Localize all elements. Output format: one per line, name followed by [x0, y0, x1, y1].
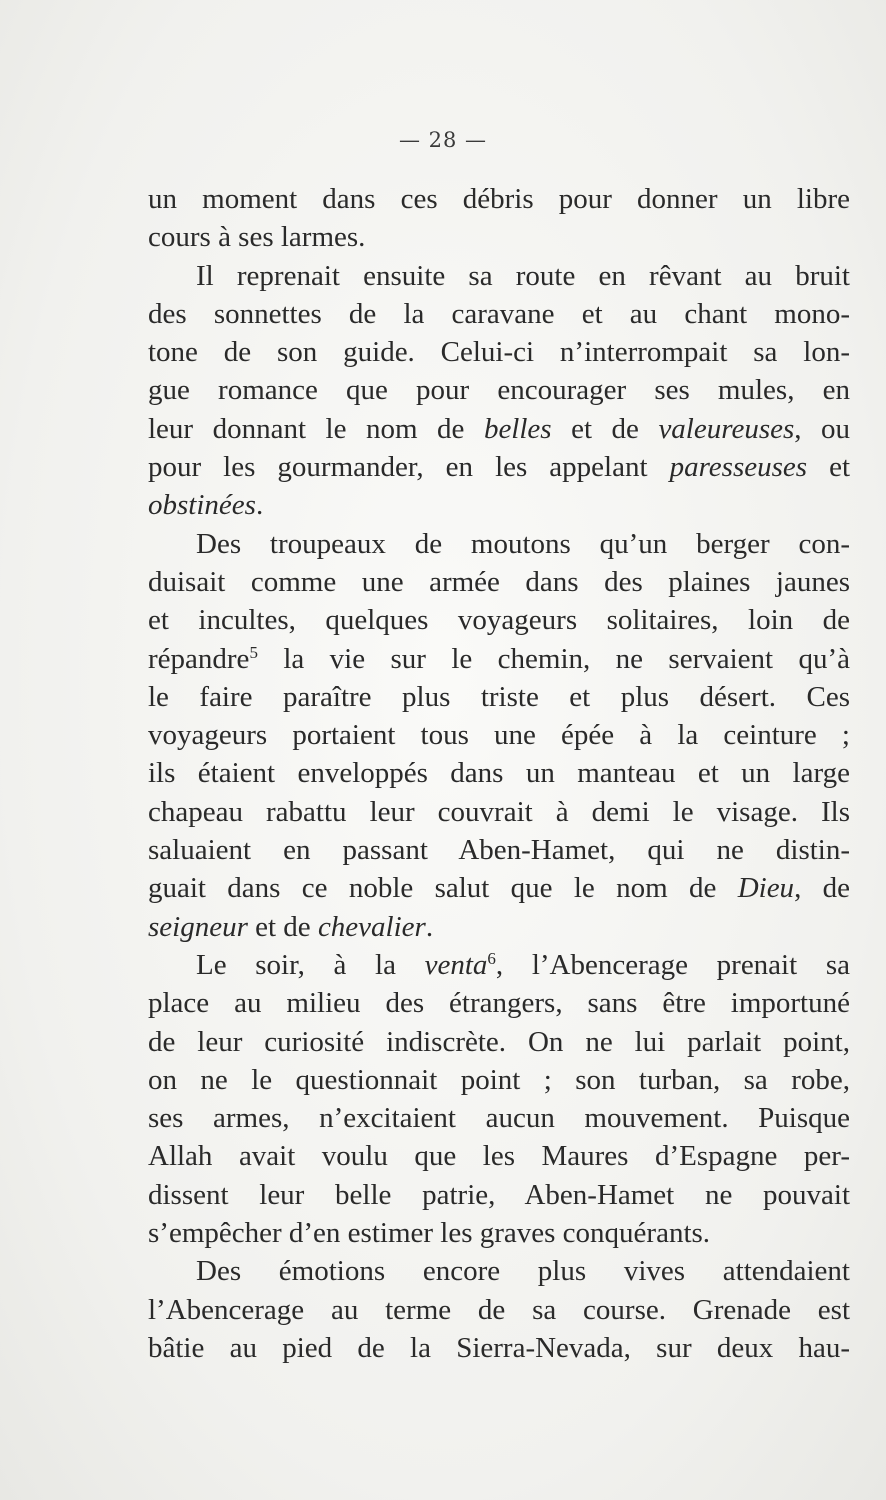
text-segment: , de: [794, 872, 851, 905]
italic-word: obstinées: [148, 489, 256, 522]
text-line: et incultes, quelques voyageurs solitaires, loin de: [148, 604, 850, 637]
text-line: tone de son guide. Celui-ci n’interrompait sa lon-: [148, 336, 850, 369]
footnote-marker: 5: [249, 642, 258, 662]
text-line: de leur curiosité indiscrète. On ne lui parlait point,: [148, 1025, 850, 1058]
text-line: des sonnettes de la caravane et au chant mono-: [148, 297, 850, 330]
text-line: on ne le questionnait point ; son turban, sa robe,: [148, 1063, 850, 1096]
italic-word: seigneur: [148, 910, 248, 943]
text-segment: .: [425, 910, 434, 943]
text-line: [148, 946, 850, 984]
italic-word: paresseuses: [669, 451, 808, 484]
text-line: Il reprenait ensuite sa route en rêvant au bruit: [196, 259, 850, 292]
italic-word: venta: [424, 948, 488, 981]
italic-word: chevalier: [317, 910, 426, 943]
text-line: [148, 410, 850, 448]
text-line: [148, 640, 850, 678]
text-line: dissent leur belle patrie, Aben-Hamet ne pouvait: [148, 1178, 850, 1211]
page-number: — 28 —: [398, 128, 488, 152]
text-segment: répandre: [148, 642, 250, 675]
text-line: ils étaient enveloppés dans un manteau et un large: [148, 757, 850, 790]
text-line: Allah avait voulu que les Maures d’Espagne per-: [148, 1140, 850, 1173]
text-line: s’empêcher d’en estimer les graves conquérants.: [148, 1217, 711, 1250]
text-line: bâtie au pied de la Sierra-Nevada, sur deux hau-: [148, 1331, 850, 1364]
text-line: Des émotions encore plus vives attendaient: [196, 1255, 850, 1288]
text-line: le faire paraître plus triste et plus désert. Ces: [148, 680, 850, 713]
text-line: l’Abencerage au terme de sa course. Grenade est: [148, 1293, 850, 1326]
text-segment: .: [255, 489, 264, 522]
text-line: voyageurs portaient tous une épée à la ceinture ;: [148, 719, 850, 752]
text-segment: , l’Abencerage prenait sa: [495, 948, 850, 981]
text-line: [148, 908, 850, 946]
text-line: un moment dans ces débris pour donner un libre: [148, 183, 850, 215]
page-body-text: [148, 180, 850, 1367]
text-line: ses armes, n’excitaient aucun mouvement. Puisque: [148, 1102, 850, 1135]
text-line: cours à ses larmes.: [148, 221, 366, 254]
text-segment: guait dans ce noble salut que le nom de: [148, 872, 717, 905]
text-segment: pour les gourmander, en les appelant: [148, 451, 648, 484]
italic-word: belles: [483, 412, 552, 445]
text-segment: et de: [255, 910, 311, 943]
text-segment: et de: [571, 412, 639, 445]
text-line: [148, 486, 850, 524]
text-line: saluaient en passant Aben-Hamet, qui ne distin-: [148, 834, 850, 867]
footnote-marker: 6: [487, 948, 496, 968]
text-line: place au milieu des étrangers, sans être importuné: [148, 987, 850, 1020]
text-segment: leur donnant le nom de: [148, 412, 465, 445]
text-line: Des troupeaux de moutons qu’un berger con-: [196, 527, 850, 560]
text-segment: , ou: [794, 412, 851, 445]
text-segment: et: [829, 451, 851, 484]
text-line: [148, 448, 850, 486]
italic-word: valeureuses: [658, 412, 795, 445]
text-line: chapeau rabattu leur couvrait à demi le visage. Ils: [148, 795, 850, 828]
text-segment: Le soir, à la: [196, 948, 396, 981]
text-segment: la vie sur le chemin, ne servaient qu’à: [283, 642, 851, 675]
italic-word: Dieu: [737, 872, 795, 905]
text-line: [148, 869, 850, 907]
text-line: gue romance que pour encourager ses mules, en: [148, 374, 850, 407]
text-line: duisait comme une armée dans des plaines jaunes: [148, 565, 850, 598]
